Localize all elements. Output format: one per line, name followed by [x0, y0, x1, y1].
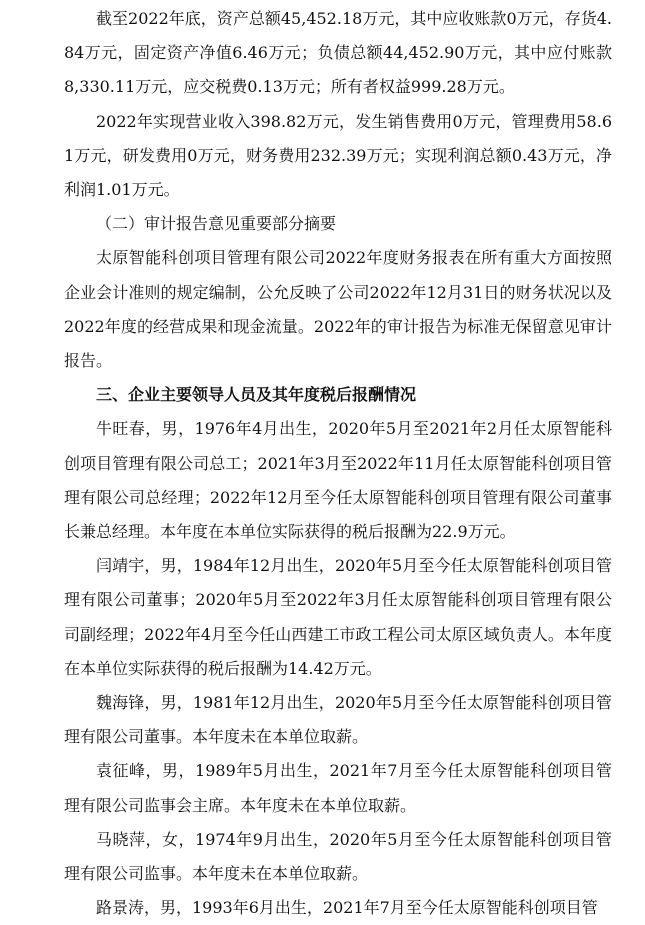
paragraph-person-yuan: 袁征峰，男，1989年5月出生，2021年7月至今任太原智能科创项目管理有限公司监事会主席。本年度未在本单位取薪。 — [64, 761, 612, 815]
section-heading-leaders: 三、企业主要领导人员及其年度税后报酬情况 — [96, 385, 417, 405]
paragraph-person-ma: 马晓萍，女，1974年9月出生，2020年5月至今任太原智能科创项目管理有限公司监事。本年度未在本单位取薪。 — [64, 829, 612, 884]
paragraph-person-lu: 路景涛，男，1993年6月出生，2021年7月至今任太原智能科创项目管 — [96, 898, 598, 918]
subheading-audit-summary: （二）审计报告意见重要部分摘要 — [96, 214, 337, 234]
paragraph-person-wei: 魏海锋，男，1981年12月出生，2020年5月至今任太原智能科创项目管理有限公司董事。本年度未在本单位取薪。 — [64, 693, 612, 747]
paragraph-person-yan: 闫靖宇，男，1984年12月出生，2020年5月至今任太原智能科创项目管理有限公司董事；2020年5月至2022年3月任太原智能科创项目管理有限公司副经理；2022年4月至今任山西建工市政工程公司太原区域负责人。本年度在本单位实际获得的税后报酬为14.42万元。 — [64, 556, 612, 678]
paragraph-balance-sheet: 截至2022年底，资产总额45,452.18万元，其中应收账款0万元，存货4.84万元，固定资产净值6.46万元；负债总额44,452.90万元，其中应付账款8,330.11万元，应交税费0.13万元；所有者权益999.28万元。 — [64, 9, 612, 97]
paragraph-audit-summary: 太原智能科创项目管理有限公司2022年度财务报表在所有重大方面按照企业会计准则的规定编制，公允反映了公司2022年12月31日的财务状况以及2022年度的经营成果和现金流量。2022年的审计报告为标准无保留意见审计报告。 — [64, 248, 612, 371]
paragraph-income-statement: 2022年实现营业收入398.82万元，发生销售费用0万元，管理费用58.61万元，研发费用0万元，财务费用232.39万元；实现利润总额0.43万元，净利润1.01万元。 — [64, 111, 612, 200]
document-body — [64, 2, 612, 925]
paragraph-person-niu: 牛旺春，男，1976年4月出生，2020年5月至2021年2月任太原智能科创项目管理有限公司总工；2021年3月至2022年11月任太原智能科创项目管理有限公司总经理；2022年12月至今任太原智能科创项目管理有限公司董事长兼总经理。本年度在本单位实际获得的税后报酬为22.9万元。 — [64, 419, 612, 542]
